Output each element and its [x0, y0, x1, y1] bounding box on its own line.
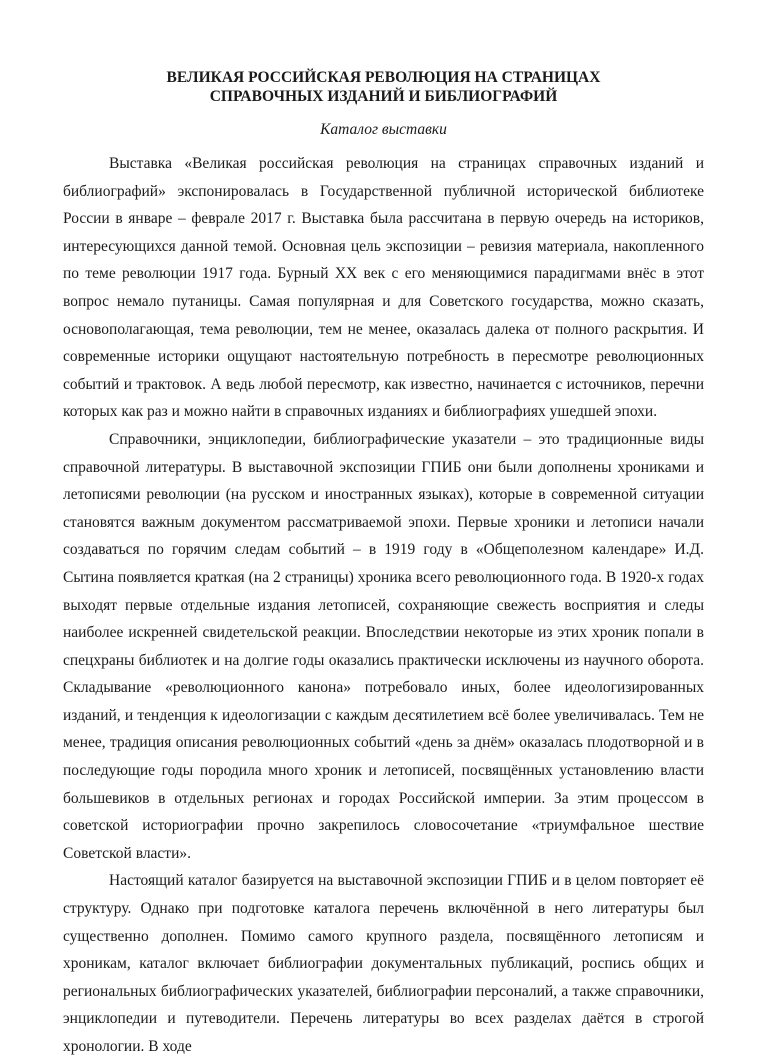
document-subtitle: Каталог выставки	[320, 121, 447, 138]
paragraph-3: Настоящий каталог базируется на выставочной экспозиции ГПИБ и в целом повторяет её структуру. Однако при подготовке каталога перечень включённой в него литературы был существенно дополнен. Помимо самого крупного раздела, посвящённого летописям и хроникам, каталог включает библиографии документальных публикаций, роспись общих и региональных библиографических указателей, библиографии персоналий, а также справочники, энциклопедии и путеводители. Перечень литературы во всех разделах даётся в строгой хронологии. В ходе	[63, 872, 704, 1055]
document-title	[63, 68, 704, 106]
title-line-1: ВЕЛИКАЯ РОССИЙСКАЯ РЕВОЛЮЦИЯ НА СТРАНИЦАХ	[166, 69, 601, 86]
title-line-2: СПРАВОЧНЫХ ИЗДАНИЙ И БИБЛИОГРАФИЙ	[209, 88, 558, 105]
paragraph-2: Справочники, энциклопедии, библиографические указатели – это традиционные виды справочной литературы. В выставочной экспозиции ГПИБ они были дополнены хрониками и летописями революции (на русском и иностранных языках), которые в современной ситуации становятся важным документом рассматриваемой эпохи. Первые хроники и летописи начали создаваться по горячим следам событий – в 1919 году в «Общеполезном календаре» И.Д. Сытина появляется краткая (на 2 страницы) хроника всего революционного года. В 1920-х годах выходят первые отдельные издания летописей, сохраняющие свежесть восприятия и следы наиболее искренней свидетельской реакции. Впоследствии некоторые из этих хроник попали в спецхраны библиотек и на долгие годы оказались практически исключены из научного оборота. Складывание «революционного канона» потребовало иных, более идеологизированных изданий, и тенденция к идеологизации с каждым десятилетием всё более увеличивалась. Тем не менее, традиция описания революционных событий «день за днём» оказалась плодотворной и в последующие годы породила много хроник и летописей, посвящённых установлению власти большевиков в отдельных регионах и городах Российской империи. За этим процессом в советской историографии прочно закрепилось словосочетание «триумфальное шествие Советской власти».	[63, 430, 704, 862]
paragraph-1: Выставка «Великая российская революция на страницах справочных изданий и библиографий» экспонировалась в Государственной публичной исторической библиотеке России в январе – феврале 2017 г. Выставка была рассчитана в первую очередь на историков, интересующихся данной темой. Основная цель экспозиции – ревизия материала, накопленного по теме революции 1917 года. Бурный XX век с его меняющимися парадигмами внёс в этот вопрос немало путаницы. Самая популярная и для Советского государства, можно сказать, основополагающая, тема революции, тем не менее, оказалась далека от полного раскрытия. И современные историки ощущают настоятельную потребность в пересмотре революционных событий и трактовок. А ведь любой пересмотр, как известно, начинается с источников, перечни которых как раз и можно найти в справочных изданиях и библиографиях ушедшей эпохи.	[63, 155, 704, 421]
